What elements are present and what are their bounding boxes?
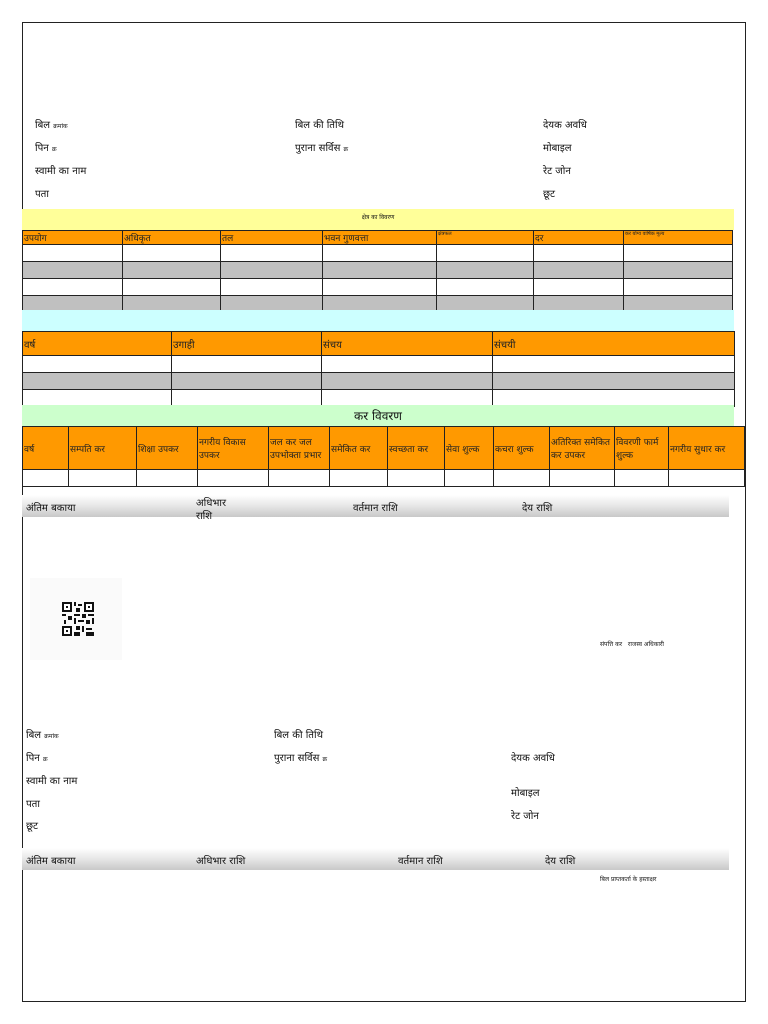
col-usage: उपयोग bbox=[23, 231, 123, 245]
tax-section-title: कर विवरण bbox=[354, 409, 402, 423]
col-urban-dev-cess: नगरीय विकास उपकर bbox=[198, 427, 269, 470]
final-arrears-label: अंतिम बकाया bbox=[26, 503, 76, 514]
bill-no-label: बिल क्रमांक bbox=[35, 120, 68, 131]
year-section-band bbox=[22, 310, 734, 331]
col-education-cess: शिक्षा उपकर bbox=[137, 427, 198, 470]
qr-code-area bbox=[30, 578, 122, 660]
tax-table bbox=[22, 426, 745, 487]
summary-bar-2 bbox=[22, 848, 729, 870]
col-year: वर्ष bbox=[23, 332, 172, 356]
col-annual-value: कर योग्य वार्षिक मूल्य bbox=[624, 231, 733, 245]
col-area: क्षेत्रफल bbox=[437, 231, 534, 245]
table-row bbox=[23, 470, 745, 487]
current-amount-label-2: वर्तमान राशि bbox=[398, 856, 443, 867]
col-property-tax: सम्पति कर bbox=[69, 427, 137, 470]
receiver-signature: बिल प्राप्तकर्ता के हस्ताक्षर bbox=[600, 876, 657, 883]
mobile-label-2: मोबाइल bbox=[511, 788, 540, 799]
tax-section-band bbox=[22, 405, 734, 426]
discount-label: छूट bbox=[543, 189, 556, 200]
current-amount-label: वर्तमान राशि bbox=[353, 503, 398, 514]
old-service-label: पुराना सर्विस क्र bbox=[295, 143, 349, 154]
year-table bbox=[22, 331, 735, 407]
area-table-header bbox=[23, 231, 733, 245]
surcharge-label-2: अधिभार राशि bbox=[196, 856, 246, 867]
col-building-quality: भवन गुणवत्ता bbox=[323, 231, 437, 245]
final-arrears-label-2: अंतिम बकाया bbox=[26, 856, 76, 867]
col-rate: दर bbox=[534, 231, 624, 245]
area-table bbox=[22, 230, 733, 313]
col-water-tax: जल कर जल उपभोक्ता प्रभार bbox=[269, 427, 330, 470]
bill-date-label-2: बिल की तिथि bbox=[274, 730, 323, 741]
col-return-form-fee: विवरणी फार्म शुल्क bbox=[615, 427, 669, 470]
table-row bbox=[23, 373, 735, 390]
address-label-2: पता bbox=[26, 799, 40, 810]
rate-zone-label: रेट जोन bbox=[543, 166, 571, 177]
discount-label-2: छूट bbox=[26, 821, 39, 832]
table-row bbox=[23, 390, 735, 407]
col-garbage-charge: कचरा शुल्क bbox=[494, 427, 550, 470]
table-row bbox=[23, 245, 733, 262]
payable-period-label-2: देयक अवधि bbox=[511, 753, 555, 764]
col-service-charge: सेवा शुल्क bbox=[445, 427, 494, 470]
surcharge-label: अधिभार राशि bbox=[196, 498, 227, 522]
col-tax-year: वर्ष bbox=[23, 427, 69, 470]
owner-name-label: स्वामी का नाम bbox=[35, 166, 87, 177]
pin-label: पिन क्र bbox=[35, 143, 57, 154]
col-additional-cess: अतिरिक्त समेकित कर उपकर bbox=[550, 427, 615, 470]
col-collection: उगाही bbox=[172, 332, 322, 356]
table-row bbox=[23, 279, 733, 296]
col-sanitation-tax: स्वच्छता कर bbox=[388, 427, 445, 470]
qr-code-icon bbox=[62, 602, 94, 636]
bill-date-label: बिल की तिथि bbox=[295, 120, 344, 131]
area-section-band bbox=[22, 209, 734, 230]
col-consolidated-tax: समेकित कर bbox=[330, 427, 388, 470]
summary-bar bbox=[22, 495, 729, 522]
col-authorized: अधिकृत bbox=[123, 231, 221, 245]
tax-table-header bbox=[23, 427, 745, 470]
address-label: पता bbox=[35, 189, 49, 200]
bill-no-label-2: बिल क्रमांक bbox=[26, 730, 59, 741]
rate-zone-label-2: रेट जोन bbox=[511, 811, 539, 822]
year-table-header bbox=[23, 332, 735, 356]
area-section-title: क्षेत्र का विवरण bbox=[361, 214, 395, 221]
col-floor: तल bbox=[221, 231, 323, 245]
officer-signature: संपत्ति कर राजस्व अधिकारी bbox=[600, 641, 664, 648]
payable-amount-label: देय राशि bbox=[522, 503, 553, 514]
payable-amount-label-2: देय राशि bbox=[545, 856, 576, 867]
col-urban-reform-tax: नगरीय सुधार कर bbox=[669, 427, 745, 470]
old-service-label-2: पुराना सर्विस क्र bbox=[274, 753, 328, 764]
owner-name-label-2: स्वामी का नाम bbox=[26, 776, 78, 787]
col-accumulation: संचय bbox=[322, 332, 493, 356]
payable-period-label: देयक अवधि bbox=[543, 120, 587, 131]
table-row bbox=[23, 262, 733, 279]
col-cumulative: संचयी bbox=[493, 332, 735, 356]
table-row bbox=[23, 356, 735, 373]
pin-label-2: पिन क्र bbox=[26, 753, 48, 764]
mobile-label: मोबाइल bbox=[543, 143, 572, 154]
